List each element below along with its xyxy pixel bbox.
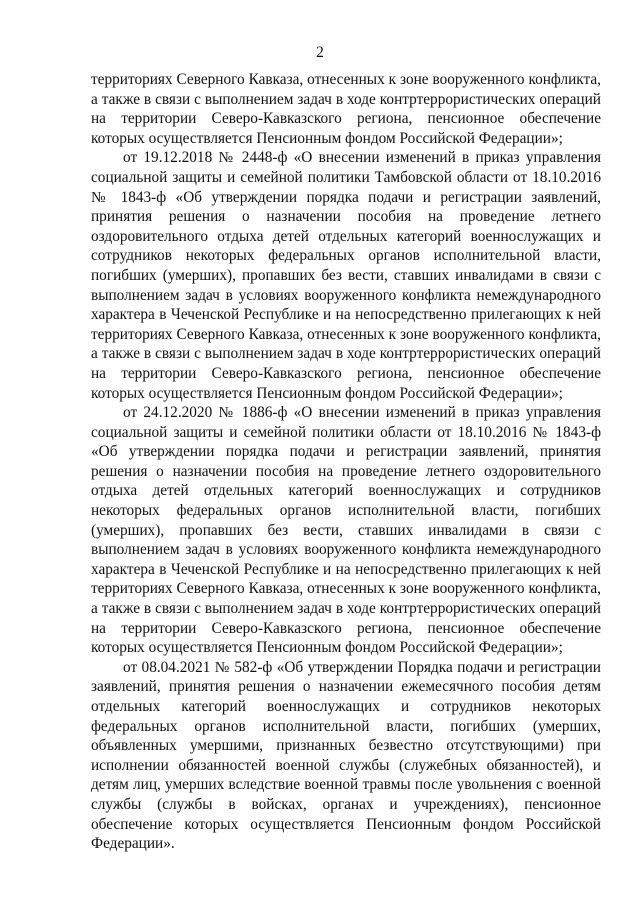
paragraph-continuation: территориях Северного Кавказа, отнесенных к зоне вооруженного конфликта, а также в связи с выполнением задач в ходе контртеррористических операций на территории Северо-Кавказского региона, пенсионное обеспечение которых осуществляется Пенсионным фондом Российской Федерации»;: [91, 71, 601, 147]
paragraph-order-2448: от 19.12.2018 № 2448-ф «О внесении изменений в приказ управления социальной защиты и семейной политики Тамбовской области от 18.10.2016 № 1843-ф «Об утверждении порядка подачи и регистрации заявлений, принятия решения о назначении пособия на проведение летнего оздоровительного отдыха детей отдельных категорий военнослужащих и сотрудников некоторых федеральных органов исполнительной власти, погибших (умерших), пропавших без вести, ставших инвалидами в связи с выполнением задач в условиях вооруженного конфликта немеждународного характера в Чеченской Республике и на непосредственно прилегающих к ней территориях Северного Кавказа, отнесенных к зоне вооруженного конфликта, а также в связи с выполнением задач в ходе контртеррористических операций на территории Северо-Кавказского региона, пенсионное обеспечение которых осуществляется Пенсионным фондом Российской Федерации»;: [91, 149, 601, 402]
page-number: 2: [316, 44, 324, 61]
paragraph-order-1886: от 24.12.2020 № 1886-ф «О внесении изменений в приказ управления социальной защиты и семейной политики области от 18.10.2016 № 1843-ф «Об утверждении порядка подачи и регистрации заявлений, принятия решения о назначении пособия на проведение летнего оздоровительного отдыха детей отдельных категорий военнослужащих и сотрудников некоторых федеральных органов исполнительной власти, погибших (умерших), пропавших без вести, ставших инвалидами в связи с выполнением задач в условиях вооруженного конфликта немеждународного характера в Чеченской Республике и на непосредственно прилегающих к ней территориях Северного Кавказа, отнесенных к зоне вооруженного конфликта, а также в связи с выполнением задач в ходе контртеррористических операций на территории Северо-Кавказского региона, пенсионное обеспечение которых осуществляется Пенсионным фондом Российской Федерации»;: [91, 404, 601, 657]
document-body: [91, 70, 601, 854]
paragraph-order-582: от 08.04.2021 № 582-ф «Об утверждении Порядка подачи и регистрации заявлений, принятия решения о назначении ежемесячного пособия детям отдельных категорий военнослужащих и сотрудников некоторых федеральных органов исполнительной власти, погибших (умерших, объявленных умершими, признанных безвестно отсутствующими) при исполнении обязанностей военной службы (служебных обязанностей), и детям лиц, умерших вследствие военной травмы после увольнения с военной службы (службы в войсках, органах и учреждениях), пенсионное обеспечение которых осуществляется Пенсионным фондом Российской Федерации».: [91, 658, 601, 853]
